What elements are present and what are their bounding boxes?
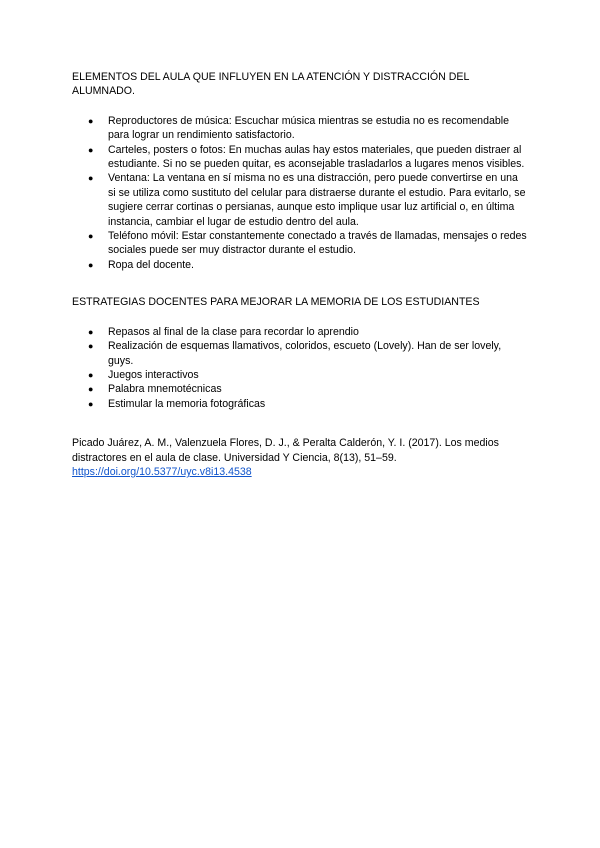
bullet-icon: ●	[88, 398, 94, 409]
list-item	[72, 368, 527, 382]
list-item-text: Ventana: La ventana en sí misma no es una distracción, pero puede convertirse en una si se utiliza como sustituto del celular para distraerse durante el estudio. Para evitarlo, se sugiere cerrar cortinas o persianas, aunque esto implique usar luz artificial o, en última instancia, cambiar el lugar de estudio dentro del aula.	[108, 172, 526, 228]
bullet-icon: ●	[88, 231, 94, 242]
list-item-text: Juegos interactivos	[108, 368, 199, 381]
list-item	[72, 171, 527, 229]
bullet-icon: ●	[88, 369, 94, 380]
list-item-text: Estimular la memoria fotográficas	[108, 397, 266, 410]
reference-block	[72, 436, 527, 479]
section1-list	[72, 114, 527, 272]
bullet-icon: ●	[88, 259, 94, 270]
bullet-icon: ●	[88, 326, 94, 337]
bullet-icon: ●	[88, 115, 94, 126]
list-item-text: Reproductores de música: Escuchar música mientras se estudia no es recomendable para lograr un rendimiento satisfactorio.	[108, 114, 509, 142]
document-body	[72, 70, 527, 479]
reference-doi-link[interactable]: https://doi.org/10.5377/uyc.v8i13.4538	[72, 465, 252, 478]
bullet-icon: ●	[88, 384, 94, 395]
list-item	[72, 114, 527, 143]
bullet-icon: ●	[88, 341, 94, 352]
list-item	[72, 229, 527, 258]
list-item	[72, 258, 527, 272]
list-item-text: Realización de esquemas llamativos, coloridos, escueto (Lovely). Han de ser lovely, guys.	[108, 340, 502, 367]
list-item-text: Ropa del docente.	[108, 258, 194, 271]
list-item	[72, 325, 527, 339]
list-item	[72, 339, 527, 368]
list-item	[72, 397, 527, 411]
section1-heading: ELEMENTOS DEL AULA QUE INFLUYEN EN LA ATENCIÓN Y DISTRACCIÓN DEL ALUMNADO.	[72, 71, 469, 98]
list-item-text: Carteles, posters o fotos: En muchas aulas hay estos materiales, que pueden distraer al estudiante. Si no se pueden quitar, es aconsejable trasladarlos a lugares menos visibles.	[108, 143, 525, 171]
list-item-text: Teléfono móvil: Estar constantemente conectado a través de llamadas, mensajes o redes sociales puede ser muy distractor durante el estudio.	[108, 230, 527, 257]
list-item-text: Repasos al final de la clase para recordar lo aprendio	[108, 325, 359, 338]
list-item	[72, 143, 527, 172]
bullet-icon: ●	[88, 173, 94, 184]
list-item	[72, 382, 527, 396]
section2-heading: ESTRATEGIAS DOCENTES PARA MEJORAR LA MEMORIA DE LOS ESTUDIANTES	[72, 296, 480, 309]
list-item-text: Palabra mnemotécnicas	[108, 383, 222, 396]
reference-citation: Picado Juárez, A. M., Valenzuela Flores, D. J., & Peralta Calderón, Y. I. (2017). Los medios distractores en el aula de clase. Universidad Y Ciencia, 8(13), 51–59.	[72, 437, 499, 464]
bullet-icon: ●	[88, 144, 94, 155]
section2-list	[72, 325, 527, 411]
